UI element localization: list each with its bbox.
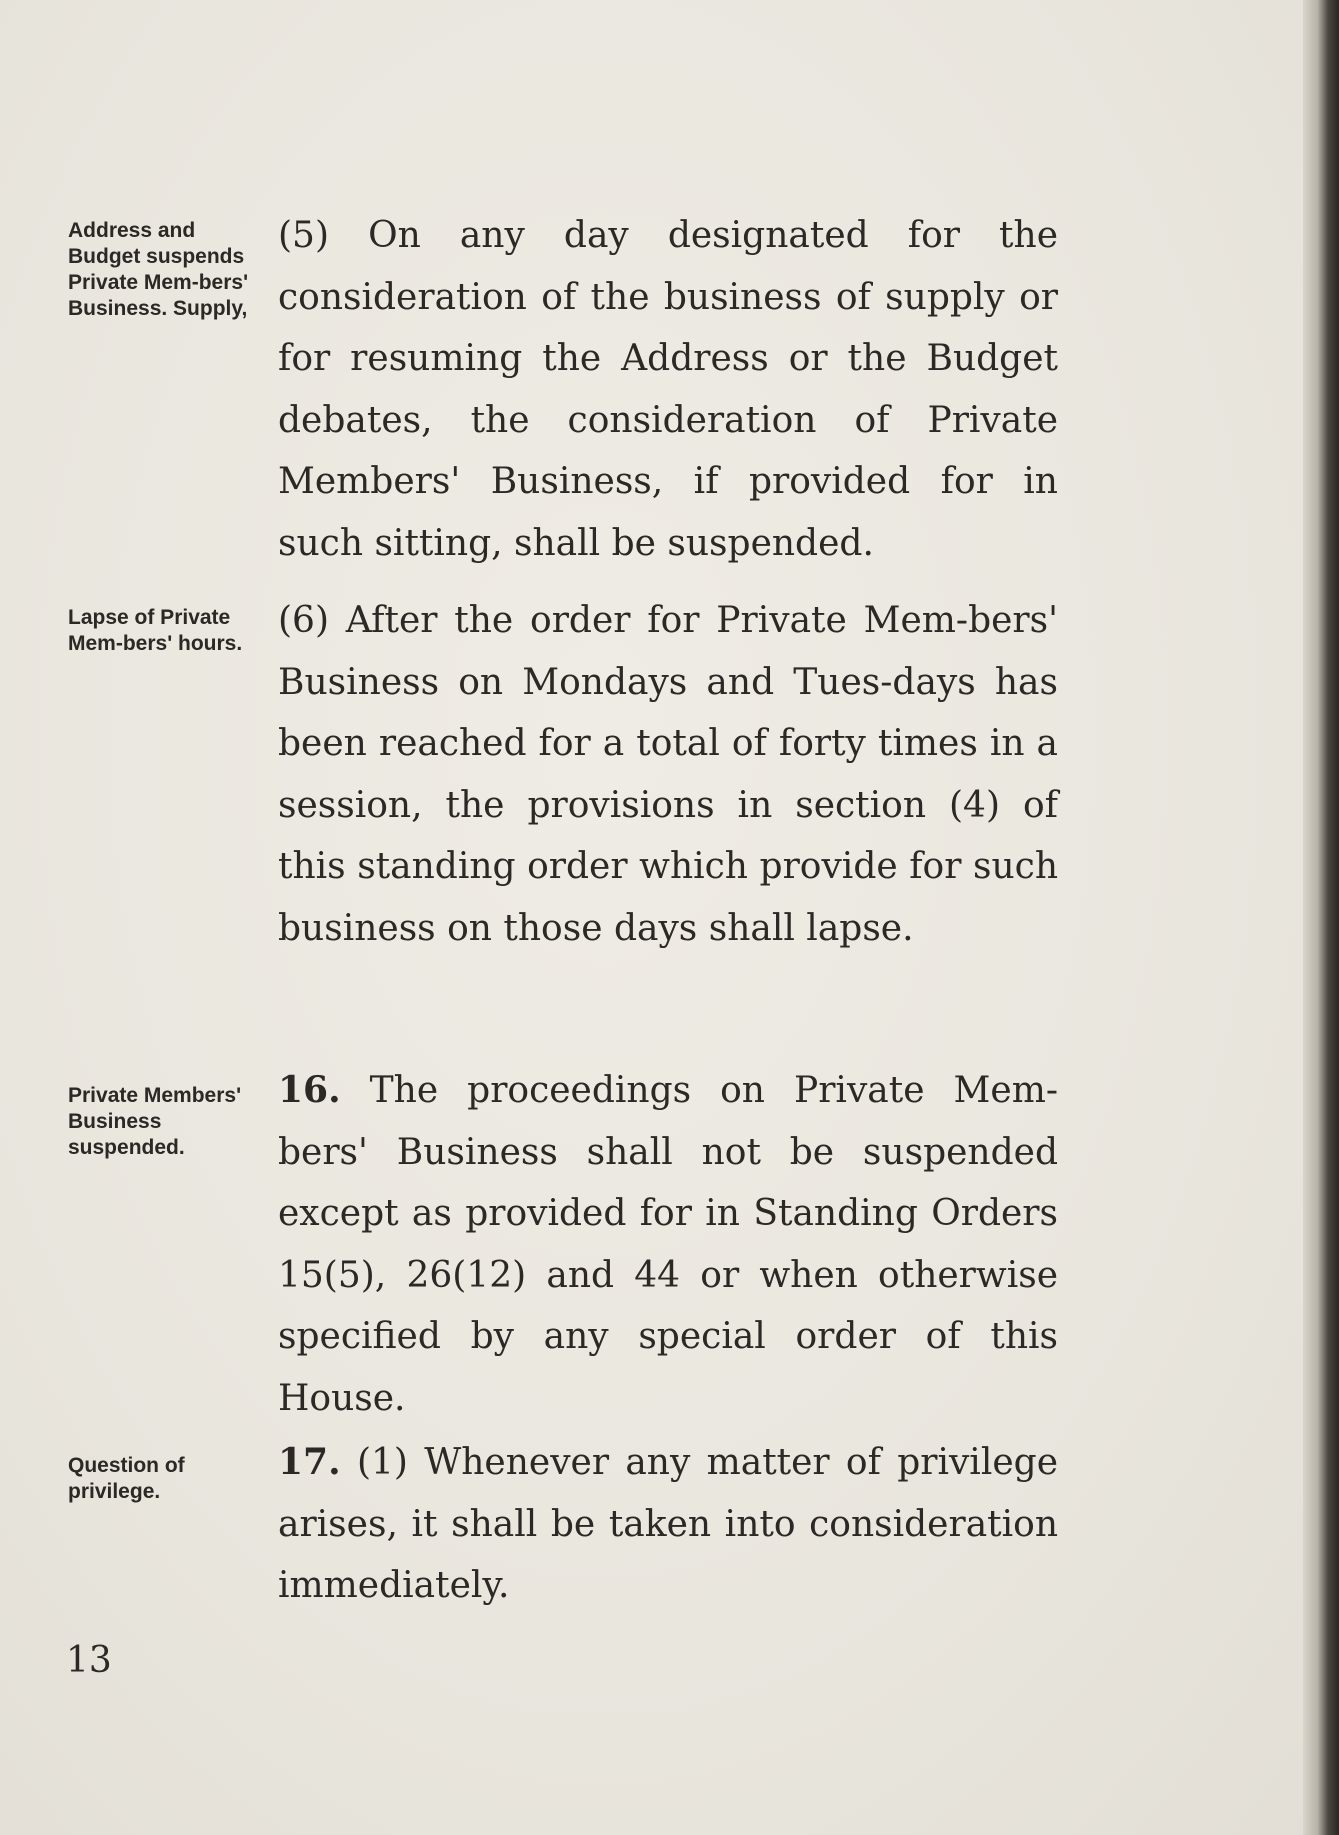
book-spine-shadow [1303, 0, 1339, 1835]
paragraph-15-6 [278, 590, 1058, 959]
paragraph-text: The proceedings on Private Mem-bers' Business shall not be suspended except as provided for in Standing Orders 15(5), 26(12) and 44 or when otherwise specified by any special order of this House. [278, 1070, 1058, 1419]
margin-note-address-budget: Address and Budget suspends Private Mem-bers' Business. Supply, [68, 219, 249, 320]
paragraph-text: (6) After the order for Private Mem-bers' Business on Mondays and Tues-days has been reached for a total of forty times in a session, the provisions in section (4) of this standing order which provide for such business on those days shall lapse. [278, 600, 1058, 949]
margin-note-question-of-privilege: Question of privilege. [68, 1454, 185, 1503]
order-number: 17. [278, 1441, 341, 1483]
margin-note-private-members-suspended: Private Members' Business suspended. [68, 1084, 242, 1159]
page-number: 13 [66, 1640, 112, 1681]
paragraph-15-5 [278, 205, 1058, 574]
paragraph-text: (1) Whenever any matter of privilege arises, it shall be taken into consideration immediately. [278, 1442, 1058, 1606]
margin-note-lapse: Lapse of Private Mem-bers' hours. [68, 606, 243, 655]
paragraph-17 [278, 1432, 1058, 1617]
paragraph-text: (5) On any day designated for the consideration of the business of supply or for resuming the Address or the Budget debates, the consideration of Private Members' Business, if provided for in such sitting, shall be suspended. [278, 215, 1058, 564]
paragraph-16 [278, 1060, 1058, 1429]
order-number: 16. [278, 1069, 341, 1111]
